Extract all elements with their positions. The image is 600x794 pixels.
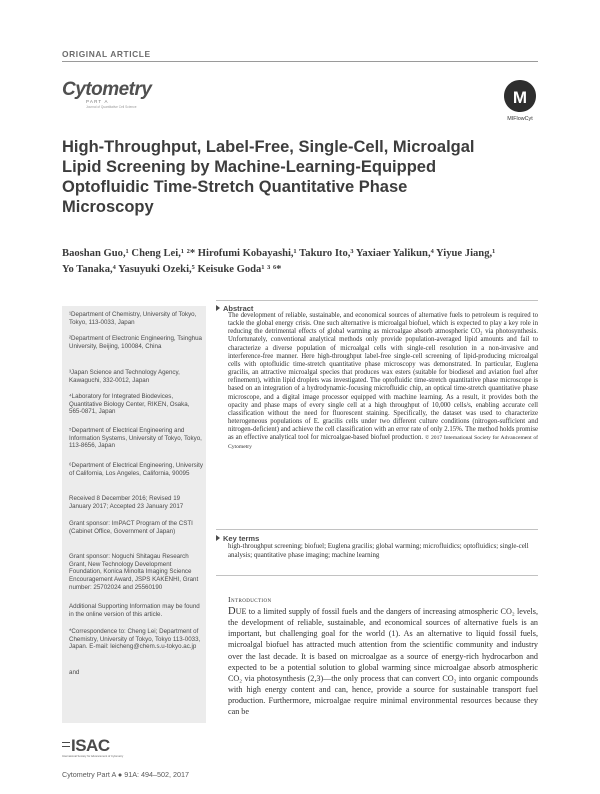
triangle-bullet-icon bbox=[216, 305, 220, 311]
grant-sponsor-2: Grant sponsor: Noguchi Shitagau Research Grant, New Technology Development Foundation, Konica Minolta Imaging Science Encouragement Award, JSPS KAKENHI, Grant number: 25702024 and 25560190 bbox=[69, 553, 199, 591]
isac-lines-icon bbox=[62, 742, 70, 747]
introduction-text: UE to a limited supply of fossil fuels and the dangers of increasing atmospheric CO₂ levels, the development of reliable, sustainable, and economical sources of alternative fuels is an important, but challenging goal for the world (1). As an alternative to liquid fossil fuels, microalgal biofuel has attracted much attention from the scientific community and industry over the last decade. It is based on microalgae as a source of energy-rich hydrocarbon and expected to be a potential solution to global warming since microalgae absorb atmospheric CO₂ via photosynthesis (2,3)—the only process that can convert CO₂ into organic compounds with high energy content and can, hence, provide a source for sustainable transport fuel production. Furthermore, microalgae require minimal environmental resources because they can be bbox=[228, 607, 538, 717]
journal-name: Cytometry bbox=[62, 79, 152, 100]
article-title: High-Throughput, Label-Free, Single-Cell, Microalgal Lipid Screening by Machine-Learning-Equipped Optofluidic Time-Stretch Quantitative Phase Microscopy bbox=[62, 138, 475, 216]
introduction-body bbox=[228, 606, 538, 718]
intro-rule bbox=[216, 575, 538, 576]
key-terms-body: high-throughput screening; biofuel; Euglena gracilis; global warming; microfluidics; optofluidics; single-cell analysis; quantitative phase imaging; machine learning bbox=[228, 543, 529, 559]
miflowcyt-icon bbox=[500, 78, 540, 122]
supporting-info-note: Additional Supporting Information may be found in the online version of this article. bbox=[69, 603, 200, 618]
affiliation-5: ⁵Department of Electrical Engineering and Information Systems, University of Tokyo, Tokyo, 113-8656, Japan bbox=[69, 427, 202, 450]
isac-tagline: International Society for Advancement of Cytometry bbox=[62, 755, 124, 758]
badge-letter: M bbox=[512, 88, 528, 107]
affiliation-2: ²Department of Electronic Engineering, Tsinghua University, Beijing, 100084, China bbox=[69, 335, 202, 350]
introduction-heading: Introduction bbox=[228, 595, 272, 604]
abstract-rule bbox=[216, 300, 538, 301]
abstract-copyright: © 2017 International Society for Advancement of Cytometry bbox=[228, 435, 538, 450]
footer-citation: Cytometry Part A ● 91A: 494–502, 2017 bbox=[62, 770, 190, 779]
correspondence-and: and bbox=[69, 669, 80, 676]
grant-sponsor-1: Grant sponsor: ImPACT Program of the CSTI (Cabinet Office, Government of Japan) bbox=[69, 520, 193, 535]
badge-caption: MIFlowCyt bbox=[507, 116, 533, 122]
key-terms-heading-text: Key terms bbox=[223, 534, 260, 543]
isac-name: ISAC bbox=[71, 736, 110, 755]
abstract-heading-text: Abstract bbox=[223, 304, 254, 313]
author-line-1: Baoshan Guo,¹ Cheng Lei,¹ ²* Hirofumi Kobayashi,¹ Takuro Ito,³ Yaxiaer Yalikun,⁴ Yiyue Jiang,¹ bbox=[62, 248, 496, 259]
abstract-text: The development of reliable, sustainable, and economical sources of alternative fuels to petroleum is required to tackle the global energy crisis. One such alternative is microalgal biofuel, which is expected to play a key role in reducing the detrimental effects of global warming as microalgae absorb atmospheric CO₂ via photosynthesis. Unfortunately, conventional analytical methods only provide population-averaged lipid amounts and fail to characterize a diverse population of microalgal cells with single-cell resolution in a non-invasive and interference-free manner. Here high-throughput label-free single-cell screening of lipid-producing microalgal cells with optofluidic time-stretch quantitative phase microscopy was demonstrated. In particular, Euglena gracilis, an attractive microalgal species that produces wax esters (suitable for biodiesel and aviation fuel after refinement), within lipid droplets was investigated. The optofluidic time-stretch quantitative phase microscope is based on an integration of a hydrodynamic-focusing microfluidic chip, an optical time-stretch quantitative phase microscope, and a digital image processor equipped with machine learning. As a result, it provides both the opacity and phase maps of every single cell at a high throughput of 10,000 cells/s, enabling accurate cell classification without the need for fluorescent staining. Specifically, the dataset was used to characterize heterogeneous populations of E. gracilis cells under two different culture conditions (nitrogen-sufficient and nitrogen-deficient) and achieve the cell classification with an error rate of only 2.15%. The method holds promise as an effective analytical tool for microalgae-based biofuel production. bbox=[228, 312, 538, 442]
isac-wordmark bbox=[62, 737, 124, 755]
affiliation-1: ¹Department of Chemistry, University of Tokyo, Tokyo, 113-0033, Japan bbox=[69, 311, 197, 326]
journal-part: PART A bbox=[86, 99, 109, 104]
header-rule bbox=[62, 61, 538, 62]
key-terms-heading bbox=[216, 534, 259, 543]
received-dates: Received 8 December 2016; Revised 19 January 2017; Accepted 23 January 2017 bbox=[69, 495, 184, 510]
correspondence: *Correspondence to: Cheng Lei; Department of Chemistry, University of Tokyo, Tokyo 113-0033, Japan. E-mail: leicheng@chem.s.u-tokyo.ac.jp bbox=[69, 628, 201, 651]
miflowcyt-badge bbox=[500, 78, 540, 122]
affiliation-6: ⁶Department of Electrical Engineering, University of California, Los Angeles, California, 90095 bbox=[69, 462, 203, 477]
journal-logo bbox=[62, 80, 151, 109]
key-terms-rule bbox=[216, 529, 538, 530]
affiliation-4: ⁴Laboratory for Integrated Biodevices, Quantitative Biology Center, RIKEN, Osaka, 565-0871, Japan bbox=[69, 393, 190, 416]
affiliation-3: ³Japan Science and Technology Agency, Kawaguchi, 332-0012, Japan bbox=[69, 369, 180, 384]
drop-cap: D bbox=[228, 606, 236, 617]
journal-subtitle: Journal of Quantitative Cell Science bbox=[86, 105, 137, 109]
author-line-2: Yo Tanaka,⁴ Yasuyuki Ozeki,⁵ Keisuke Goda¹ ³ ⁶* bbox=[62, 263, 282, 275]
section-label: ORIGINAL ARTICLE bbox=[62, 49, 151, 59]
abstract-body bbox=[228, 312, 538, 451]
author-list bbox=[62, 246, 540, 277]
triangle-bullet-icon bbox=[216, 535, 220, 541]
isac-logo bbox=[62, 737, 124, 759]
